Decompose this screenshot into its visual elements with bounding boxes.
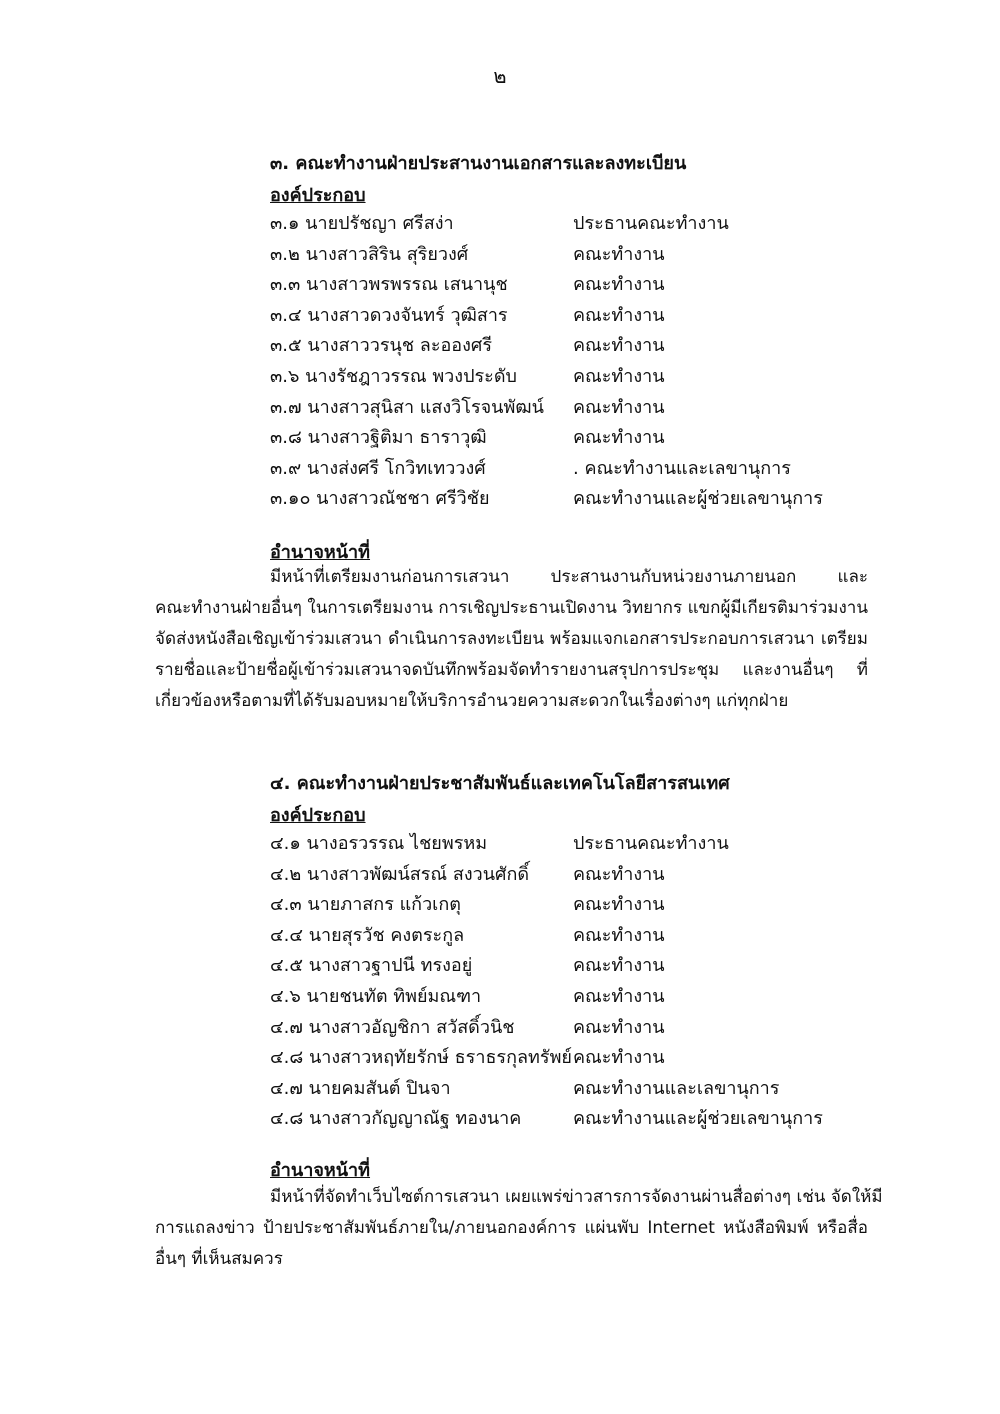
- member-role: คณะทำงาน: [573, 304, 665, 326]
- duty-paragraph: [155, 1182, 883, 1275]
- member-name: ๔.๘ นางสาวกัญญาณัฐ ทองนาค: [270, 1108, 522, 1130]
- member-role: คณะทำงาน: [573, 955, 665, 977]
- member-role: คณะทำงาน: [573, 894, 665, 916]
- member-role: . คณะทำงานและเลขานุการ: [573, 457, 791, 479]
- paragraph-text: หนังสือพิมพ์: [723, 1218, 809, 1238]
- paragraph-line: [155, 1182, 883, 1213]
- member-role: คณะทำงานและเลขานุการ: [573, 1077, 780, 1099]
- member-role: คณะทำงานและผู้ช่วยเลขานุการ: [573, 488, 823, 510]
- composition-heading: องค์ประกอบ: [270, 805, 366, 826]
- paragraph-text: หรือสื่อ: [816, 1218, 868, 1238]
- member-name: ๔.๕ นางสาวฐาปนี ทรงอยู่: [270, 955, 473, 977]
- member-name: ๓.๗ นางสาวสุนิสา แสงวิโรจนพัฒน์: [270, 396, 544, 418]
- paragraph-line: [155, 624, 868, 655]
- member-role: คณะทำงาน: [573, 335, 665, 357]
- member-role: คณะทำงาน: [573, 1047, 665, 1069]
- member-name: ๓.๑๐ นางสาวณัชชา ศรีวิชัย: [270, 488, 490, 510]
- member-name: ๔.๗ นายคมสันต์ ปินจา: [270, 1077, 451, 1099]
- paragraph-text: พร้อมแจกเอกสารประกอบการเสวนา: [550, 629, 815, 649]
- member-role: คณะทำงาน: [573, 366, 665, 387]
- member-role: คณะทำงาน: [573, 863, 665, 885]
- member-role: คณะทำงาน: [573, 924, 665, 946]
- member-name: ๓.๓ นางสาวพรพรรณ เสนานุช: [270, 274, 508, 296]
- paragraph-line: [155, 655, 868, 686]
- member-role: คณะทำงานและผู้ช่วยเลขานุการ: [573, 1108, 823, 1130]
- member-name: ๓.๘ นางสาวฐิติมา ธาราวุฒิ: [270, 427, 487, 449]
- member-name: ๓.๔ นางสาวดวงจันทร์ วุฒิสาร: [270, 304, 508, 326]
- paragraph-text: และงานอื่นๆ: [742, 660, 834, 680]
- paragraph-text: มีหน้าที่จัดทำเว็บไซต์การเสวนา เผยแพร่ข่าวสารการจัดงานผ่านสื่อต่างๆ เช่น จัดให้มี: [270, 1187, 883, 1207]
- paragraph-text: Internet: [647, 1218, 715, 1238]
- member-role: คณะทำงาน: [573, 396, 665, 418]
- member-name: ๔.๒ นางสาวพัฒน์สรณ์ สงวนศักดิ์: [270, 863, 530, 885]
- member-name: ๔.๗ นางสาวอัญชิกา สวัสดิ์วนิช: [270, 1016, 515, 1038]
- paragraph-text: และ: [837, 567, 868, 587]
- duty-heading: อำนาจหน้าที่: [270, 1160, 371, 1181]
- paragraph-text: ในการเตรียมงาน: [307, 598, 433, 618]
- paragraph-text: ดำเนินการลงทะเบียน: [388, 629, 544, 649]
- member-role: คณะทำงาน: [573, 243, 665, 265]
- paragraph-text: อื่นๆ ที่เห็นสมควร: [155, 1249, 283, 1269]
- duty-heading: อำนาจหน้าที่: [270, 542, 371, 563]
- paragraph-line: [155, 686, 868, 717]
- member-role: คณะทำงาน: [573, 427, 665, 449]
- paragraph-text: จัดส่งหนังสือเชิญเข้าร่วมเสวนา: [155, 629, 382, 649]
- paragraph-text: เตรียม: [820, 629, 868, 649]
- composition-heading: องค์ประกอบ: [270, 185, 366, 206]
- duty-paragraph: [155, 562, 868, 717]
- paragraph-text: ที่: [856, 660, 868, 680]
- member-role: ประธานคณะทำงาน: [573, 833, 729, 854]
- paragraph-text: แขกผู้มีเกียรติมาร่วมงาน: [687, 598, 868, 618]
- paragraph-text: คณะทำงานฝ่ายอื่นๆ: [155, 598, 302, 618]
- paragraph-line: [155, 593, 868, 624]
- paragraph-text: แผ่นพับ: [584, 1218, 640, 1238]
- paragraph-line: [155, 1244, 868, 1275]
- member-name: ๔.๑ นางอรวรรณ ไชยพรหม: [270, 833, 488, 854]
- member-name: ๔.๘ นางสาวหฤทัยรักษ์ ธราธรกุลทรัพย์: [270, 1047, 572, 1069]
- page-number: ๒: [493, 64, 507, 88]
- paragraph-text: การเชิญประธานเปิดงาน: [438, 598, 617, 618]
- member-name: ๓.๖ นางรัชฎาวรรณ พวงประดับ: [270, 366, 517, 387]
- member-name: ๓.๕ นางสาววรนุช ละอองศรี: [270, 335, 492, 357]
- member-role: คณะทำงาน: [573, 274, 665, 296]
- member-role: ประธานคณะทำงาน: [573, 213, 729, 234]
- paragraph-text: ป้ายประชาสัมพันธ์ภายใน/ภายนอกองค์การ: [262, 1218, 577, 1238]
- section-title: ๔. คณะทำงานฝ่ายประชาสัมพันธ์และเทคโนโลยีสารสนเทศ: [270, 773, 730, 794]
- paragraph-line: [155, 1213, 868, 1244]
- paragraph-text: การแถลงข่าว: [155, 1218, 255, 1238]
- member-name: ๓.๒ นางสาวสิริน สุริยวงศ์: [270, 243, 469, 265]
- member-name: ๔.๔ นายสุรวัช คงตระกูล: [270, 924, 465, 946]
- member-name: ๓.๑ นายปรัชญา ศรีสง่า: [270, 213, 454, 234]
- section-title: ๓. คณะทำงานฝ่ายประสานงานเอกสารและลงทะเบียน: [270, 153, 687, 174]
- paragraph-text: ประสานงานกับหน่วยงานภายนอก: [550, 567, 797, 587]
- member-name: ๔.๓ นายภาสกร แก้วเกตุ: [270, 894, 461, 916]
- member-name: ๓.๙ นางส่งศรี โกวิทเทววงศ์: [270, 457, 486, 479]
- paragraph-text: รายชื่อและป้ายชื่อผู้เข้าร่วมเสวนาจดบันทึกพร้อมจัดทำรายงานสรุปการประชุม: [155, 660, 720, 680]
- member-role: คณะทำงาน: [573, 1016, 665, 1038]
- paragraph-text: วิทยากร: [622, 598, 683, 618]
- paragraph-text: เกี่ยวข้องหรือตามที่ได้รับมอบหมายให้บริการอำนวยความสะดวกในเรื่องต่างๆ แก่ทุกฝ่าย: [155, 691, 789, 711]
- member-role: คณะทำงาน: [573, 986, 665, 1007]
- paragraph-text: มีหน้าที่เตรียมงานก่อนการเสวนา: [270, 567, 510, 587]
- member-name: ๔.๖ นายชนทัต ทิพย์มณฑา: [270, 986, 482, 1007]
- paragraph-line: [155, 562, 868, 593]
